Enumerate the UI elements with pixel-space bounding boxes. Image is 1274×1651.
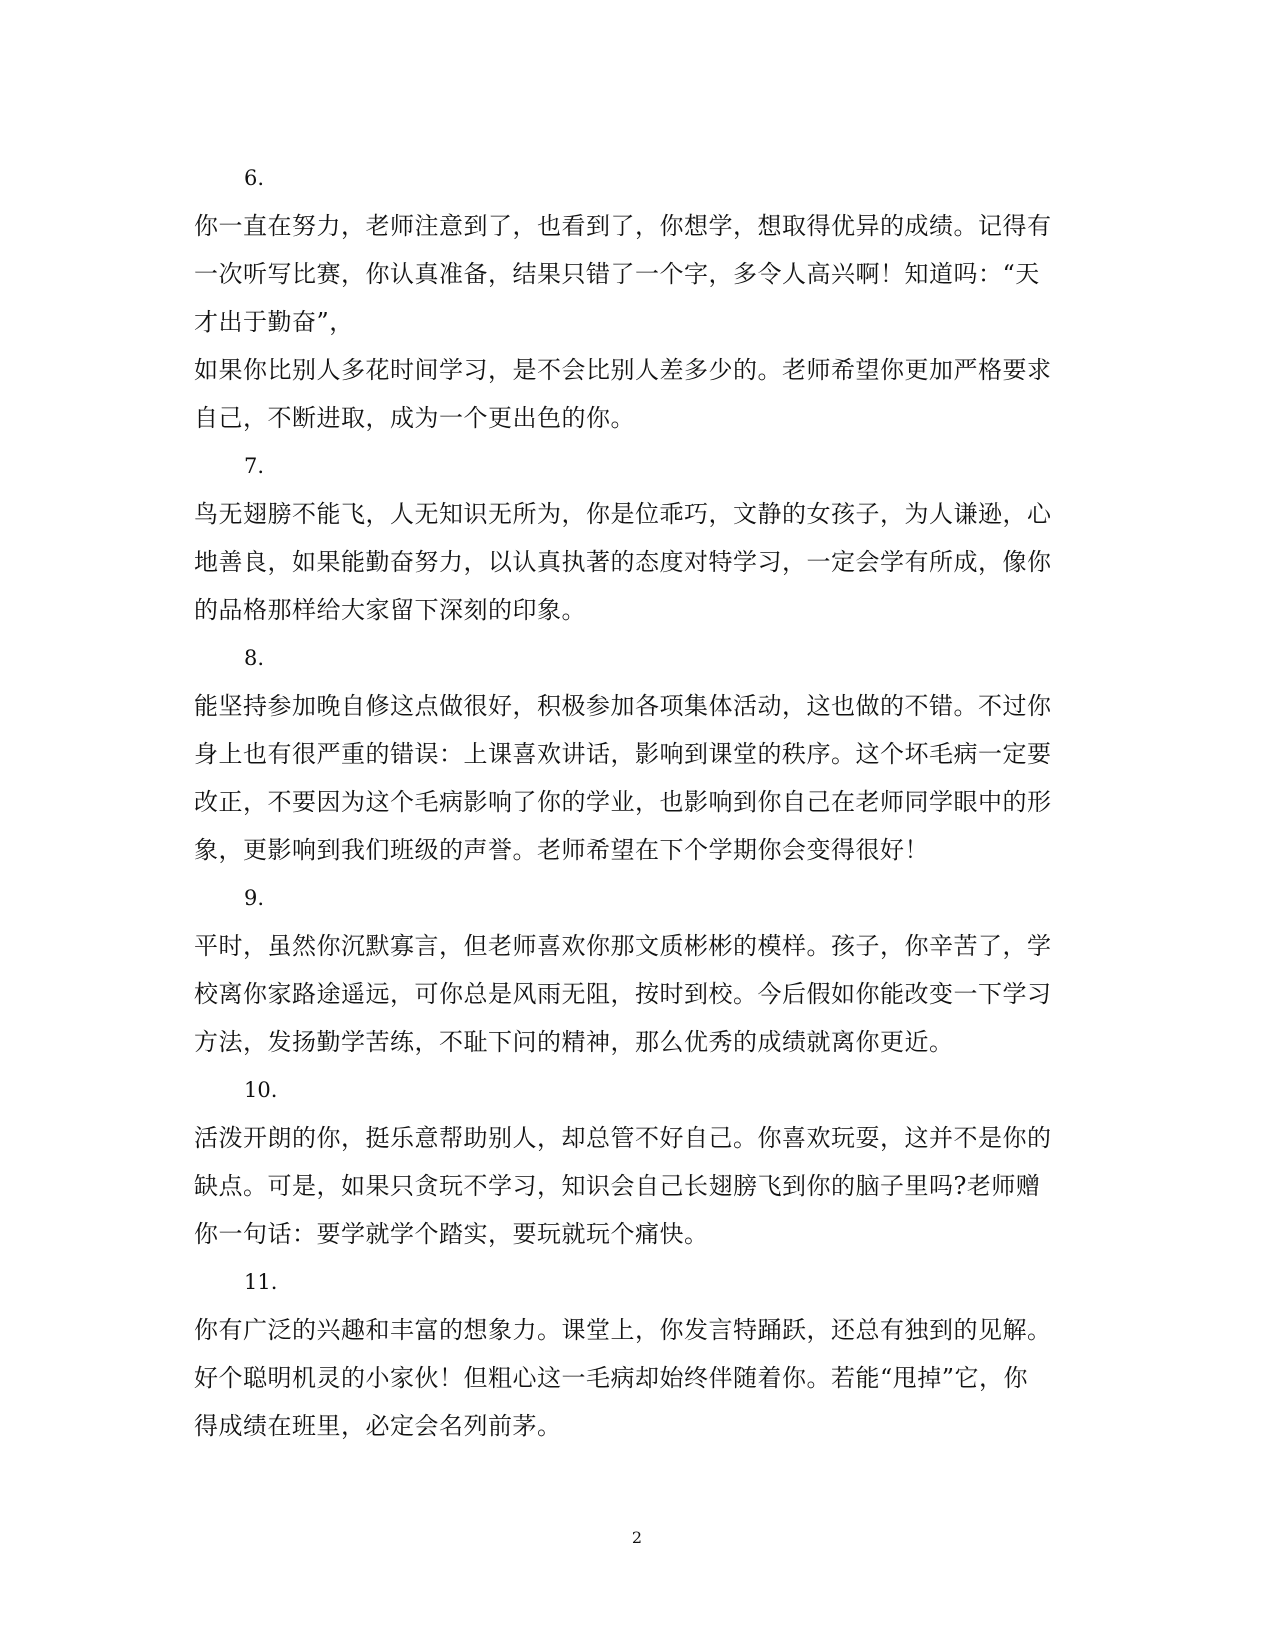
document-body bbox=[194, 154, 1084, 1450]
section-number: 6. bbox=[244, 166, 265, 190]
text-line: 能坚持参加晚自修这点做很好，积极参加各项集体活动，这也做的不错。不过你 bbox=[194, 692, 1052, 720]
text-line: 缺点。可是，如果只贪玩不学习，知识会自己长翅膀飞到你的脑子里吗?老师赠 bbox=[194, 1172, 1041, 1200]
text-line: 象，更影响到我们班级的声誉。老师希望在下个学期你会变得很好！ bbox=[194, 836, 929, 864]
text-line: 得成绩在班里，必定会名列前茅。 bbox=[194, 1412, 562, 1440]
comment-section-8 bbox=[194, 634, 1084, 874]
text-line: 校离你家路途遥远，可你总是风雨无阻，按时到校。今后假如你能改变一下学习 bbox=[194, 980, 1052, 1008]
comment-section-9 bbox=[194, 874, 1084, 1066]
text-line: 如果你比别人多花时间学习，是不会比别人差多少的。老师希望你更加严格要求 bbox=[194, 356, 1052, 384]
page-number: 2 bbox=[631, 1528, 643, 1547]
text-line: 平时，虽然你沉默寡言，但老师喜欢你那文质彬彬的模样。孩子，你辛苦了，学 bbox=[194, 932, 1052, 960]
text-line: 地善良，如果能勤奋努力，以认真执著的态度对特学习，一定会学有所成，像你 bbox=[194, 548, 1052, 576]
text-line: 你有广泛的兴趣和丰富的想象力。课堂上，你发言特踊跃，还总有独到的见解。 bbox=[194, 1316, 1052, 1344]
section-text bbox=[194, 202, 1084, 442]
text-line: 改正，不要因为这个毛病影响了你的学业，也影响到你自己在老师同学眼中的形 bbox=[194, 788, 1052, 816]
text-line: 的品格那样给大家留下深刻的印象。 bbox=[194, 596, 586, 624]
text-line: 一次听写比赛，你认真准备，结果只错了一个字，多令人高兴啊！知道吗：“天 bbox=[194, 260, 1040, 288]
section-number: 8. bbox=[244, 646, 265, 670]
text-line: 才出于勤奋”， bbox=[194, 308, 354, 336]
section-text bbox=[194, 490, 1084, 634]
text-line: 鸟无翅膀不能飞，人无知识无所为，你是位乖巧，文静的女孩子，为人谦逊，心 bbox=[194, 500, 1052, 528]
section-number: 11. bbox=[244, 1270, 278, 1294]
section-number: 10. bbox=[244, 1078, 278, 1102]
text-line: 活泼开朗的你，挺乐意帮助别人，却总管不好自己。你喜欢玩耍，这并不是你的 bbox=[194, 1124, 1052, 1152]
section-text bbox=[194, 922, 1084, 1066]
comment-section-6 bbox=[194, 154, 1084, 442]
section-text bbox=[194, 1114, 1084, 1258]
text-line: 你一句话：要学就学个踏实，要玩就玩个痛快。 bbox=[194, 1220, 709, 1248]
section-text bbox=[194, 682, 1084, 874]
text-line: 自己，不断进取，成为一个更出色的你。 bbox=[194, 404, 635, 432]
text-line: 身上也有很严重的错误：上课喜欢讲话，影响到课堂的秩序。这个坏毛病一定要 bbox=[194, 740, 1052, 768]
text-line: 你一直在努力，老师注意到了，也看到了，你想学，想取得优异的成绩。记得有 bbox=[194, 212, 1052, 240]
section-number: 9. bbox=[244, 886, 265, 910]
text-line: 方法，发扬勤学苦练，不耻下问的精神，那么优秀的成绩就离你更近。 bbox=[194, 1028, 954, 1056]
comment-section-7 bbox=[194, 442, 1084, 634]
section-text bbox=[194, 1306, 1084, 1450]
comment-section-11 bbox=[194, 1258, 1084, 1450]
section-number: 7. bbox=[244, 454, 265, 478]
comment-section-10 bbox=[194, 1066, 1084, 1258]
text-line: 好个聪明机灵的小家伙！但粗心这一毛病却始终伴随着你。若能“甩掉”它，你 bbox=[194, 1364, 1029, 1392]
